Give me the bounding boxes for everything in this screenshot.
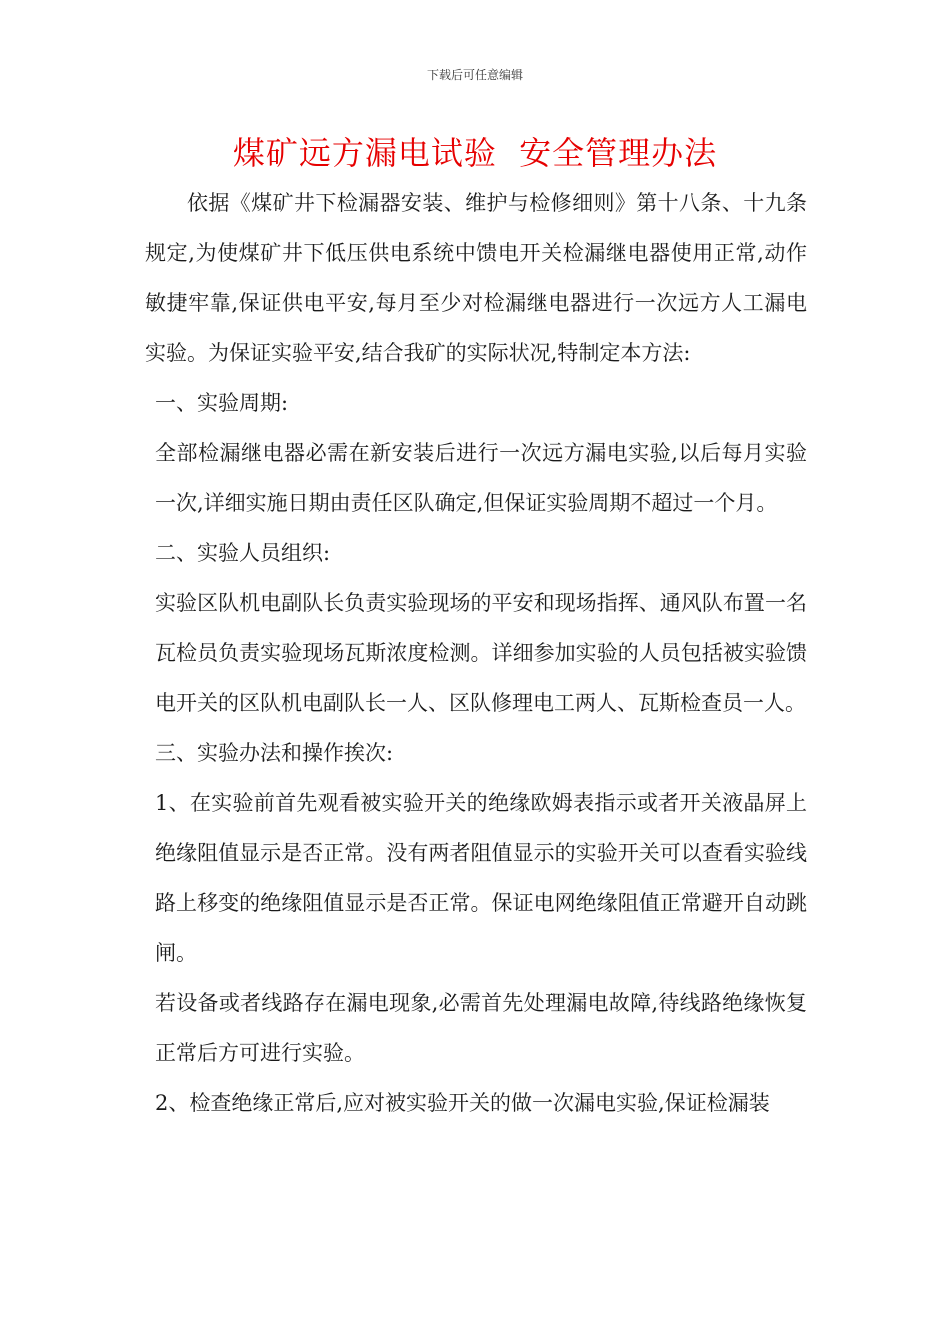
section-1-heading: 一、实验周期:: [155, 391, 289, 415]
header-note: 下载后可任意编辑: [426, 68, 523, 82]
document-body: [145, 178, 807, 1128]
section-1-body: 全部检漏继电器必需在新安装后进行一次远方漏电实验,以后每月实验一次,详细实施日期由责任区队确定,但保证实验周期不超过一个月。: [155, 441, 807, 515]
document-title: 煤矿远方漏电试验 安全管理办法: [232, 134, 718, 172]
section-2-heading: 二、实验人员组织:: [155, 541, 331, 565]
section-2-body: 实验区队机电副队长负责实验现场的平安和现场指挥、通风队布置一名瓦检员负责实验现场瓦斯浓度检测。详细参加实验的人员包括被实验馈电开关的区队机电副队长一人、区队修理电工两人、瓦斯检查员一人。: [155, 591, 807, 715]
section-3-heading: 三、实验办法和操作挨次:: [155, 741, 394, 765]
section-3-item-1: 1、在实验前首先观看被实验开关的绝缘欧姆表指示或者开关液晶屏上绝缘阻值显示是否正常。没有两者阻值显示的实验开关可以查看实验线路上移变的绝缘阻值显示是否正常。保证电网绝缘阻值正常避开自动跳闸。: [155, 791, 807, 965]
intro-paragraph: 依据《煤矿井下检漏器安装、维护与检修细则》第十八条、十九条规定,为使煤矿井下低压供电系统中馈电开关检漏继电器使用正常,动作敏捷牢靠,保证供电平安,每月至少对检漏继电器进行一次远方人工漏电实验。为保证实验平安,结合我矿的实际状况,特制定本方法:: [145, 191, 807, 365]
section-3-note: 若设备或者线路存在漏电现象,必需首先处理漏电故障,待线路绝缘恢复正常后方可进行实验。: [155, 991, 807, 1065]
section-3-item-2: 2、检查绝缘正常后,应对被实验开关的做一次漏电实验,保证检漏装: [155, 1091, 770, 1115]
